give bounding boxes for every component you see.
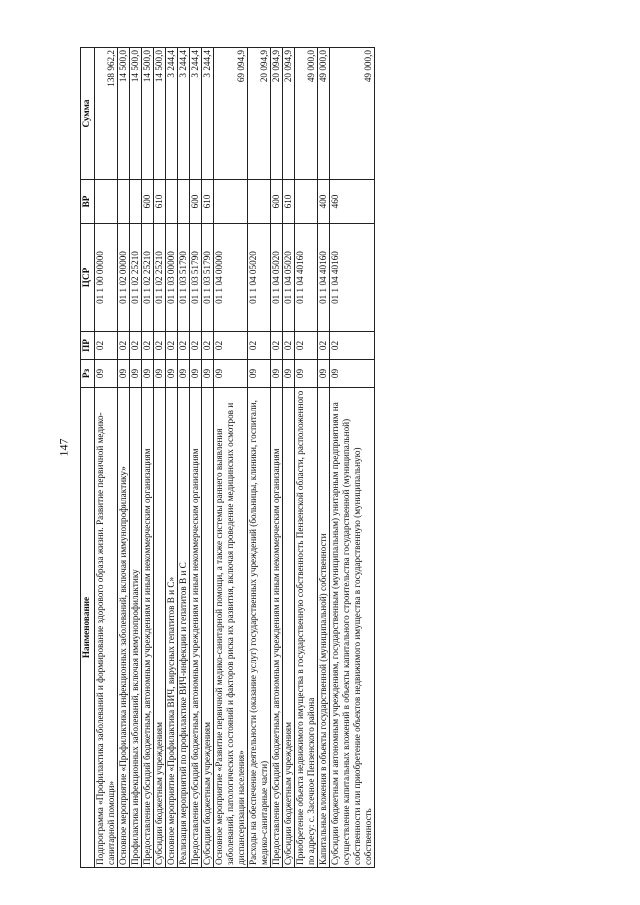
- rotated-page: [80, 48, 540, 868]
- cell-name: Реализация мероприятий по профилактике ВИЧ-инфекции и гепатитов В и С: [178, 388, 190, 868]
- table-row: [142, 48, 154, 868]
- cell-rz: 09: [214, 360, 248, 388]
- budget-table: [80, 47, 375, 868]
- header-vr: ВР: [81, 180, 95, 224]
- cell-name: Субсидии бюджетным учреждениям: [202, 388, 214, 868]
- cell-rz: 09: [283, 360, 295, 388]
- cell-vr: 400: [318, 180, 330, 224]
- cell-csr: 01 1 04 40160: [318, 224, 330, 332]
- cell-sum: 138 962,2: [95, 48, 118, 180]
- cell-name: Основное мероприятие «Развитие первичной медико-санитарной помощи, а также системы раннего выявления заболеваний, патологических состояний и факторов риска их развития, включая проведение медицинских осмотров и диспансеризации населения»: [214, 388, 248, 868]
- cell-vr: [118, 180, 130, 224]
- cell-name: Предоставление субсидий бюджетным, автономным учреждениям и иным некоммерческим организациям: [190, 388, 202, 868]
- cell-name: Расходы на обеспечение деятельности (оказание услуг) государственных учреждений (больницы, клиники, госпитали, медико-санитарные части): [248, 388, 271, 868]
- cell-pr: 02: [178, 332, 190, 360]
- table-row: [330, 48, 375, 868]
- cell-csr: 01 1 03 51790: [202, 224, 214, 332]
- table-row: [130, 48, 142, 868]
- header-pr: ПР: [81, 332, 95, 360]
- cell-pr: 02: [271, 332, 283, 360]
- header-csr: ЦСР: [81, 224, 95, 332]
- cell-vr: [95, 180, 118, 224]
- cell-name: Субсидии бюджетным учреждениям: [283, 388, 295, 868]
- cell-pr: 02: [190, 332, 202, 360]
- cell-vr: 600: [271, 180, 283, 224]
- cell-name: Субсидии бюджетным учреждениям: [154, 388, 166, 868]
- cell-sum: 3 244,4: [202, 48, 214, 180]
- cell-name: Субсидии бюджетным и автономным учреждениям, государственным (муниципальным) унитарным предприятиям на осуществление капитальных вложений в объекты капитального строительства государственной (муниципальной) собственности или приобретение объектов недвижимого имущества в государственную (муниципальную) собственность: [330, 388, 375, 868]
- cell-pr: 02: [202, 332, 214, 360]
- cell-pr: 02: [130, 332, 142, 360]
- cell-csr: 01 1 02 00000: [118, 224, 130, 332]
- table-row: [248, 48, 271, 868]
- table-header-row: [81, 48, 95, 868]
- cell-sum: 69 094,9: [214, 48, 248, 180]
- table-row: [271, 48, 283, 868]
- cell-csr: 01 1 02 25210: [154, 224, 166, 332]
- cell-rz: 09: [202, 360, 214, 388]
- cell-rz: 09: [190, 360, 202, 388]
- cell-csr: 01 1 04 05020: [283, 224, 295, 332]
- page-number: 147: [56, 438, 71, 457]
- cell-vr: 610: [154, 180, 166, 224]
- cell-sum: 14 500,0: [142, 48, 154, 180]
- cell-rz: 09: [154, 360, 166, 388]
- table-body: [95, 48, 375, 868]
- cell-pr: 02: [95, 332, 118, 360]
- cell-csr: 01 1 02 25210: [130, 224, 142, 332]
- cell-rz: 09: [295, 360, 318, 388]
- table-row: [178, 48, 190, 868]
- table-row: [318, 48, 330, 868]
- cell-csr: 01 1 04 05020: [248, 224, 271, 332]
- cell-rz: 09: [142, 360, 154, 388]
- cell-rz: 09: [271, 360, 283, 388]
- cell-pr: 02: [118, 332, 130, 360]
- cell-sum: 3 244,4: [166, 48, 178, 180]
- cell-rz: 09: [330, 360, 375, 388]
- cell-csr: 01 1 04 00000: [214, 224, 248, 332]
- cell-csr: 01 1 03 51790: [178, 224, 190, 332]
- cell-vr: [130, 180, 142, 224]
- cell-vr: 600: [190, 180, 202, 224]
- table-row: [118, 48, 130, 868]
- cell-sum: 14 500,0: [130, 48, 142, 180]
- header-sum: Сумма: [81, 48, 95, 180]
- cell-name: Основное мероприятие «Профилактика инфекционных заболеваний, включая иммунопрофилактику»: [118, 388, 130, 868]
- cell-vr: 610: [283, 180, 295, 224]
- cell-rz: 09: [318, 360, 330, 388]
- cell-vr: [295, 180, 318, 224]
- cell-pr: 02: [295, 332, 318, 360]
- cell-rz: 09: [178, 360, 190, 388]
- cell-sum: 49 000,0: [330, 48, 375, 180]
- cell-name: Основное мероприятие «Профилактика ВИЧ, вирусных гепатитов В и С»: [166, 388, 178, 868]
- header-rz: Рз: [81, 360, 95, 388]
- cell-vr: 600: [142, 180, 154, 224]
- cell-vr: [214, 180, 248, 224]
- header-name: Наименование: [81, 388, 95, 868]
- cell-rz: 09: [248, 360, 271, 388]
- cell-pr: 02: [283, 332, 295, 360]
- cell-rz: 09: [118, 360, 130, 388]
- cell-pr: 02: [166, 332, 178, 360]
- cell-name: Предоставление субсидий бюджетным, автономным учреждениям и иным некоммерческим организациям: [271, 388, 283, 868]
- table-row: [295, 48, 318, 868]
- cell-sum: 20 094,9: [271, 48, 283, 180]
- cell-vr: 460: [330, 180, 375, 224]
- cell-rz: 09: [130, 360, 142, 388]
- cell-name: Капитальные вложения в объекты государственной (муниципальной) собственности: [318, 388, 330, 868]
- cell-name: Профилактика инфекционных заболеваний, включая иммунопрофилактику: [130, 388, 142, 868]
- table-row: [166, 48, 178, 868]
- table-row: [283, 48, 295, 868]
- table-row: [190, 48, 202, 868]
- cell-rz: 09: [95, 360, 118, 388]
- cell-csr: 01 1 04 40160: [295, 224, 318, 332]
- cell-vr: [178, 180, 190, 224]
- cell-pr: 02: [214, 332, 248, 360]
- cell-csr: 01 1 03 51790: [190, 224, 202, 332]
- table-row: [202, 48, 214, 868]
- cell-pr: 02: [318, 332, 330, 360]
- cell-sum: 14 500,0: [154, 48, 166, 180]
- cell-pr: 02: [154, 332, 166, 360]
- cell-pr: 02: [330, 332, 375, 360]
- table-row: [95, 48, 118, 868]
- cell-sum: 49 000,0: [318, 48, 330, 180]
- cell-csr: 01 1 03 00000: [166, 224, 178, 332]
- cell-name: Подпрограмма «Профилактика заболеваний и формирование здорового образа жизни. Развитие первичной медико-санитарной помощи»: [95, 388, 118, 868]
- cell-sum: 20 094,9: [283, 48, 295, 180]
- table-row: [214, 48, 248, 868]
- cell-csr: 01 1 02 25210: [142, 224, 154, 332]
- cell-pr: 02: [248, 332, 271, 360]
- cell-csr: 01 1 00 00000: [95, 224, 118, 332]
- cell-rz: 09: [166, 360, 178, 388]
- cell-sum: 3 244,4: [178, 48, 190, 180]
- cell-pr: 02: [142, 332, 154, 360]
- cell-sum: 49 000,0: [295, 48, 318, 180]
- cell-name: Предоставление субсидий бюджетным, автономным учреждениям и иным некоммерческим организациям: [142, 388, 154, 868]
- cell-csr: 01 1 04 40160: [330, 224, 375, 332]
- cell-sum: 20 094,9: [248, 48, 271, 180]
- cell-csr: 01 1 04 05020: [271, 224, 283, 332]
- cell-vr: [248, 180, 271, 224]
- cell-vr: 610: [202, 180, 214, 224]
- cell-sum: 3 244,4: [190, 48, 202, 180]
- cell-vr: [166, 180, 178, 224]
- cell-sum: 14 500,0: [118, 48, 130, 180]
- table-row: [154, 48, 166, 868]
- cell-name: Приобретение объекта недвижимого имущества в государственную собственность Пензенской области, расположенного по адресу: с. Засечное Пензенского района: [295, 388, 318, 868]
